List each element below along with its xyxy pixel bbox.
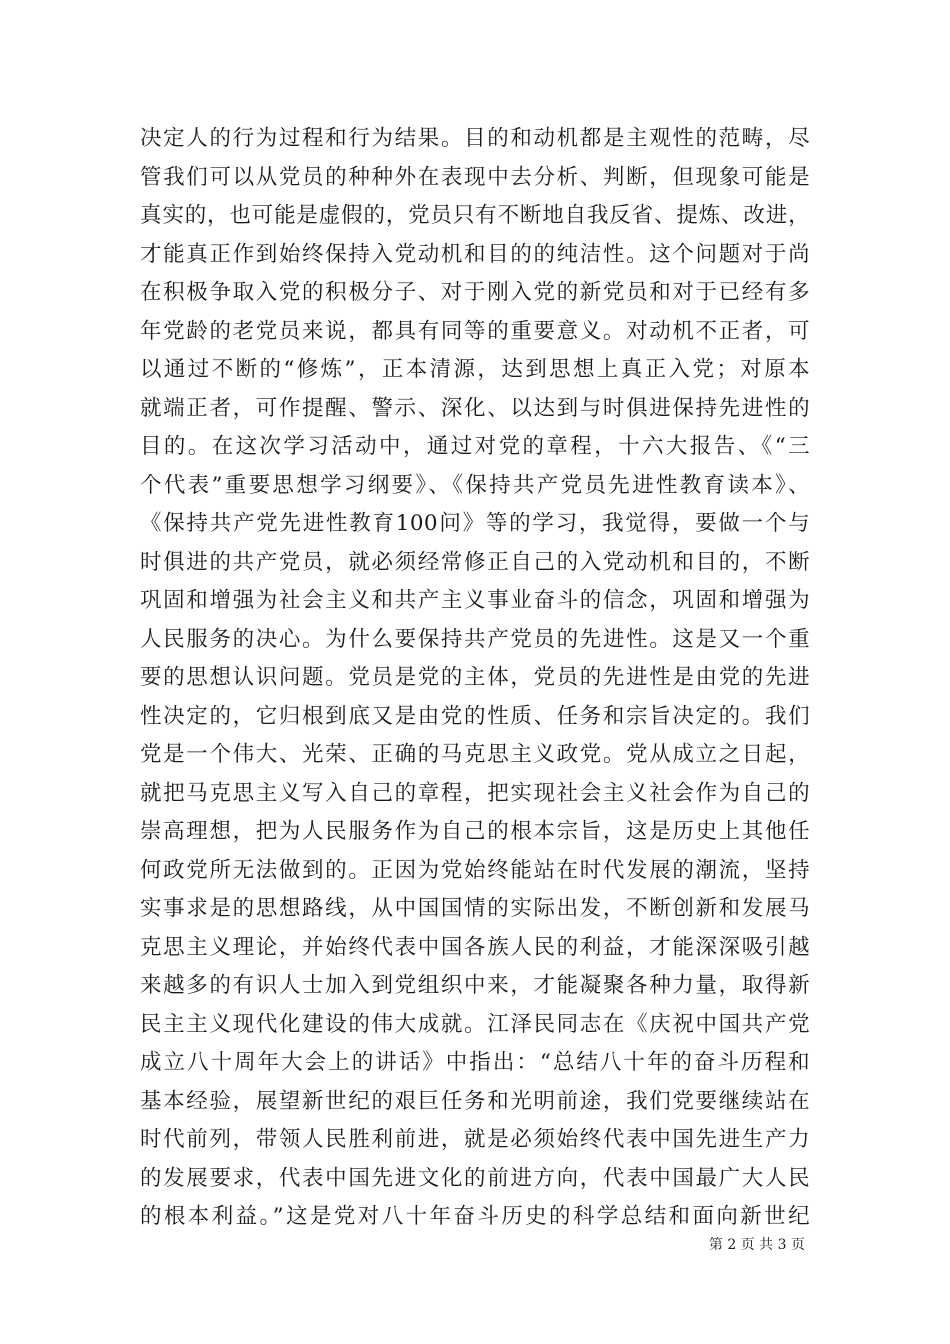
text-line: 就端正者，可作提醒、警示、深化、以达到与时俱进保持先进性的 xyxy=(140,395,810,421)
text-line: 在积极争取入党的积极分子、对于刚入党的新党员和对于已经有多 xyxy=(140,280,810,305)
text-line: 就把马克思主义写入自己的章程，把实现社会主义社会作为自己的 xyxy=(140,780,810,806)
text-line: 《保持共产党先进性教育100问》等的学习，我觉得，要做一个与 xyxy=(140,511,810,536)
text-line: 人民服务的决心。为什么要保持共产党员的先进性。这是又一个重 xyxy=(140,626,810,652)
text-line: 时俱进的共产党员，就必须经常修正自己的入党动机和目的，不断 xyxy=(140,549,810,575)
text-line: 才能真正作到始终保持入党动机和目的的纯洁性。这个问题对于尚 xyxy=(140,241,810,267)
text-line: 时代前列，带领人民胜利前进，就是必须始终代表中国先进生产力 xyxy=(140,1127,810,1152)
text-line: 巩固和增强为社会主义和共产主义事业奋斗的信念，巩固和增强为 xyxy=(140,588,810,613)
text-line: 决定人的行为过程和行为结果。目的和动机都是主观性的范畴，尽 xyxy=(140,126,810,151)
text-line: 管我们可以从党员的种种外在表现中去分析、判断，但现象可能是 xyxy=(140,164,810,190)
text-line: 以通过不断的“修炼”，正本清源，达到思想上真正入党；对原本 xyxy=(140,357,810,382)
text-line: 目的。在这次学习活动中，通过对党的章程，十六大报告、《“三 xyxy=(140,434,810,459)
text-line: 年党龄的老党员来说，都具有同等的重要意义。对动机不正者，可 xyxy=(140,318,810,344)
text-line: 基本经验，展望新世纪的艰巨任务和光明前途，我们党要继续站在 xyxy=(140,1088,810,1114)
text-line: 的发展要求，代表中国先进文化的前进方向，代表中国最广大人民 xyxy=(140,1165,810,1191)
text-line: 来越多的有识人士加入到党组织中来，才能凝聚各种力量，取得新 xyxy=(140,973,810,998)
text-line: 真实的，也可能是虚假的，党员只有不断地自我反省、提炼、改进， xyxy=(140,203,810,228)
text-line: 的根本利益。”这是党对八十年奋斗历史的科学总结和面向新世纪 xyxy=(140,1204,810,1229)
text-line: 崇高理想，把为人民服务作为自己的根本宗旨，这是历史上其他任 xyxy=(140,819,810,844)
text-line: 实事求是的思想路线，从中国国情的实际出发，不断创新和发展马 xyxy=(140,896,810,921)
text-line: 性决定的，它归根到底又是由党的性质、任务和宗旨决定的。我们 xyxy=(140,703,810,729)
text-line: 个代表”重要思想学习纲要》、《保持共产党员先进性教育读本》、 xyxy=(140,472,810,498)
text-line: 民主主义现代化建设的伟大成就。江泽民同志在《庆祝中国共产党 xyxy=(140,1011,810,1037)
text-line: 要的思想认识问题。党员是党的主体，党员的先进性是由党的先进 xyxy=(140,665,810,690)
body-text xyxy=(140,120,810,1237)
text-line: 成立八十周年大会上的讲话》中指出：“总结八十年的奋斗历程和 xyxy=(140,1050,810,1075)
text-line: 何政党所无法做到的。正因为党始终能站在时代发展的潮流，坚持 xyxy=(140,857,810,883)
page-number-footer: 第 2 页 共 3 页 xyxy=(708,1237,805,1253)
text-line: 党是一个伟大、光荣、正确的马克思主义政党。党从成立之日起， xyxy=(140,742,810,767)
text-line: 克思主义理论，并始终代表中国各族人民的利益，才能深深吸引越 xyxy=(140,934,810,960)
